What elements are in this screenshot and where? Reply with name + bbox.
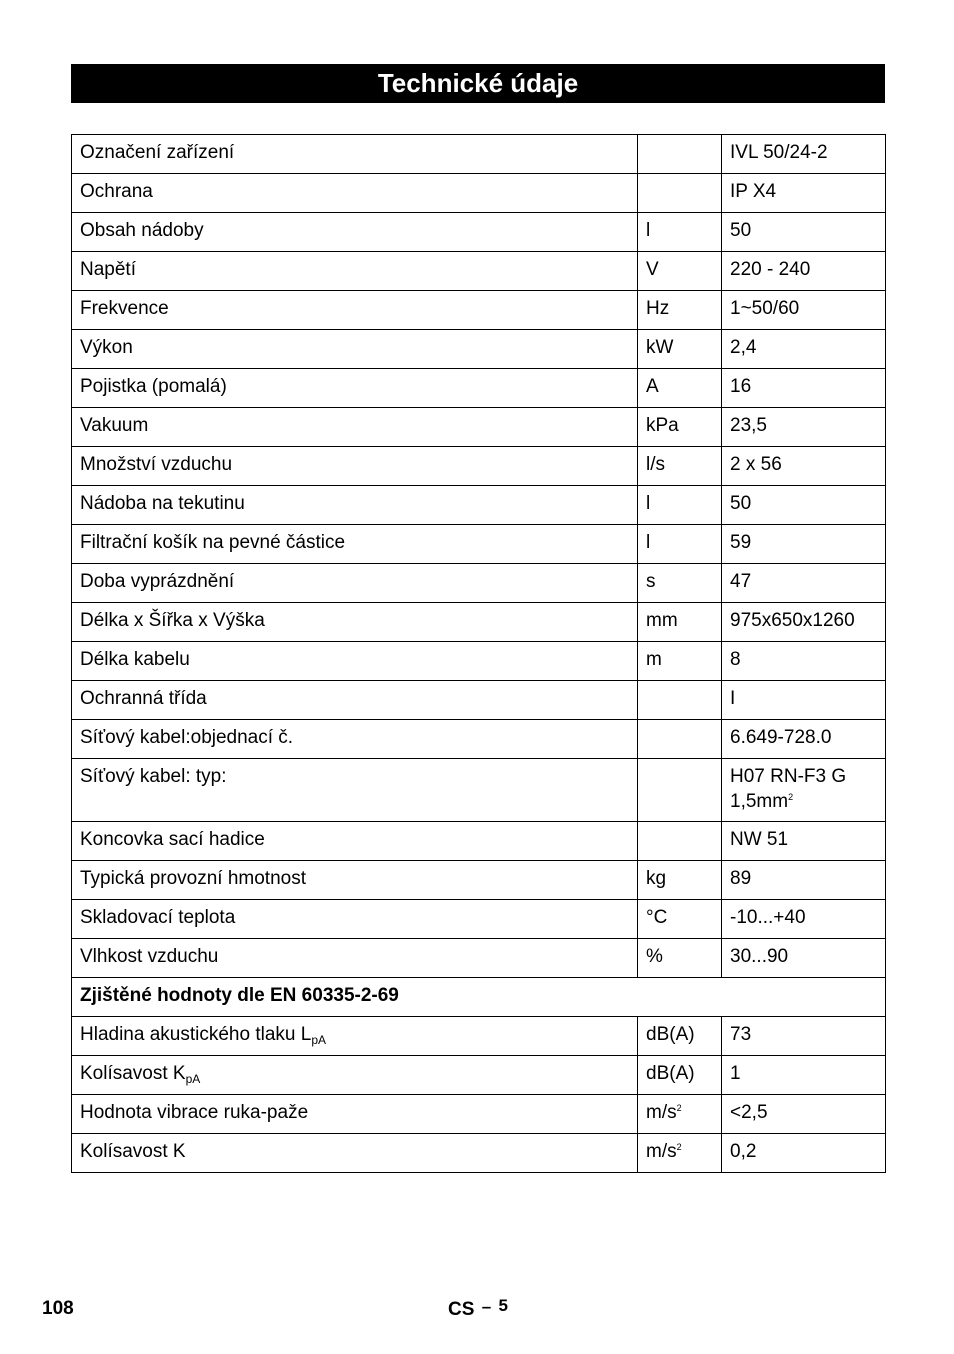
row-value: 6.649-728.0 xyxy=(722,720,886,759)
language-code: CS xyxy=(448,1299,475,1320)
row-label: Typická provozní hmotnost xyxy=(72,861,638,900)
row-value: 1 xyxy=(722,1056,886,1095)
row-value: 0,2 xyxy=(722,1134,886,1173)
row-unit xyxy=(638,681,722,720)
row-value: 50 xyxy=(722,213,886,252)
table-row xyxy=(72,408,886,447)
row-label: Síťový kabel:objednací č. xyxy=(72,720,638,759)
row-value: NW 51 xyxy=(722,822,886,861)
row-value: IVL 50/24-2 xyxy=(722,135,886,174)
row-unit: l/s xyxy=(638,447,722,486)
row-value: -10...+40 xyxy=(722,900,886,939)
table-row xyxy=(72,486,886,525)
row-label: Nádoba na tekutinu xyxy=(72,486,638,525)
row-value: 23,5 xyxy=(722,408,886,447)
row-label: Délka kabelu xyxy=(72,642,638,681)
row-value: 59 xyxy=(722,525,886,564)
subscript: pA xyxy=(311,1033,326,1047)
row-label: Výkon xyxy=(72,330,638,369)
table-row xyxy=(72,135,886,174)
row-value: 30...90 xyxy=(722,939,886,978)
table-row xyxy=(72,1017,886,1056)
row-unit: kW xyxy=(638,330,722,369)
row-unit: l xyxy=(638,213,722,252)
table-row xyxy=(72,564,886,603)
row-label: Frekvence xyxy=(72,291,638,330)
label-text: Kolísavost K xyxy=(80,1063,186,1084)
row-label: Pojistka (pomalá) xyxy=(72,369,638,408)
row-label: Kolísavost K xyxy=(72,1134,638,1173)
row-unit xyxy=(638,720,722,759)
row-unit: % xyxy=(638,939,722,978)
row-label: Síťový kabel: typ: xyxy=(72,759,638,822)
superscript: 2 xyxy=(676,1103,682,1113)
row-label: Doba vyprázdnění xyxy=(72,564,638,603)
table-row xyxy=(72,252,886,291)
table-row xyxy=(72,822,886,861)
section-page-number: 5 xyxy=(498,1296,508,1315)
row-label: Vlhkost vzduchu xyxy=(72,939,638,978)
value-line xyxy=(730,789,877,814)
row-label: Napětí xyxy=(72,252,638,291)
row-label: Množství vzduchu xyxy=(72,447,638,486)
row-value: 220 - 240 xyxy=(722,252,886,291)
table-row xyxy=(72,213,886,252)
table-row xyxy=(72,174,886,213)
row-unit xyxy=(638,1134,722,1173)
row-label: Skladovací teplota xyxy=(72,900,638,939)
table-row xyxy=(72,369,886,408)
row-unit xyxy=(638,174,722,213)
table-row xyxy=(72,1095,886,1134)
row-unit: V xyxy=(638,252,722,291)
page-number: 108 xyxy=(42,1298,74,1319)
row-unit xyxy=(638,1095,722,1134)
row-value: 2,4 xyxy=(722,330,886,369)
value-line: H07 RN-F3 G xyxy=(730,766,847,787)
unit-text: m/s xyxy=(646,1141,677,1162)
row-unit xyxy=(638,759,722,822)
section-heading: Zjištěné hodnoty dle EN 60335-2-69 xyxy=(72,978,886,1017)
row-label: Délka x Šířka x Výška xyxy=(72,603,638,642)
row-unit: m xyxy=(638,642,722,681)
row-unit: dB(A) xyxy=(638,1017,722,1056)
row-unit xyxy=(638,135,722,174)
row-value xyxy=(722,759,886,822)
table-row xyxy=(72,1056,886,1095)
row-unit: Hz xyxy=(638,291,722,330)
row-unit: s xyxy=(638,564,722,603)
table-row xyxy=(72,720,886,759)
row-value: 8 xyxy=(722,642,886,681)
row-unit: kPa xyxy=(638,408,722,447)
separator: – xyxy=(481,1297,492,1316)
subscript: pA xyxy=(185,1072,201,1086)
table-row xyxy=(72,861,886,900)
row-value: 89 xyxy=(722,861,886,900)
row-value: 16 xyxy=(722,369,886,408)
row-unit xyxy=(638,822,722,861)
superscript: 2 xyxy=(788,792,794,802)
tech-spec-table xyxy=(71,134,886,1173)
row-unit: mm xyxy=(638,603,722,642)
row-unit: dB(A) xyxy=(638,1056,722,1095)
row-label: Filtrační košík na pevné částice xyxy=(72,525,638,564)
row-label: Označení zařízení xyxy=(72,135,638,174)
row-label xyxy=(72,1056,638,1095)
table-row xyxy=(72,291,886,330)
row-value: I xyxy=(722,681,886,720)
table-row xyxy=(72,330,886,369)
row-label: Hodnota vibrace ruka-paže xyxy=(72,1095,638,1134)
page-title: Technické údaje xyxy=(71,64,885,103)
row-label xyxy=(72,1017,638,1056)
row-value: <2,5 xyxy=(722,1095,886,1134)
row-value: 1~50/60 xyxy=(722,291,886,330)
section-row xyxy=(72,978,886,1017)
table-row xyxy=(72,939,886,978)
table-row xyxy=(72,1134,886,1173)
table-row xyxy=(72,525,886,564)
row-label: Ochranná třída xyxy=(72,681,638,720)
row-unit: A xyxy=(638,369,722,408)
table-row xyxy=(72,900,886,939)
table-row xyxy=(72,642,886,681)
table-row xyxy=(72,447,886,486)
row-unit: kg xyxy=(638,861,722,900)
row-label: Obsah nádoby xyxy=(72,213,638,252)
row-value: IP X4 xyxy=(722,174,886,213)
row-unit: l xyxy=(638,525,722,564)
table-row xyxy=(72,759,886,822)
row-value: 2 x 56 xyxy=(722,447,886,486)
row-unit: °C xyxy=(638,900,722,939)
row-label: Vakuum xyxy=(72,408,638,447)
row-value: 47 xyxy=(722,564,886,603)
row-unit: l xyxy=(638,486,722,525)
value-text: 1,5mm xyxy=(730,791,789,812)
label-text: Hladina akustického tlaku L xyxy=(80,1024,312,1045)
table-row xyxy=(72,603,886,642)
row-value: 975x650x1260 xyxy=(722,603,886,642)
row-value: 50 xyxy=(722,486,886,525)
superscript: 2 xyxy=(676,1142,682,1152)
row-label: Koncovka sací hadice xyxy=(72,822,638,861)
row-label: Ochrana xyxy=(72,174,638,213)
footer-section-marker xyxy=(448,1296,508,1321)
row-value: 73 xyxy=(722,1017,886,1056)
table-row xyxy=(72,681,886,720)
unit-text: m/s xyxy=(646,1102,677,1123)
